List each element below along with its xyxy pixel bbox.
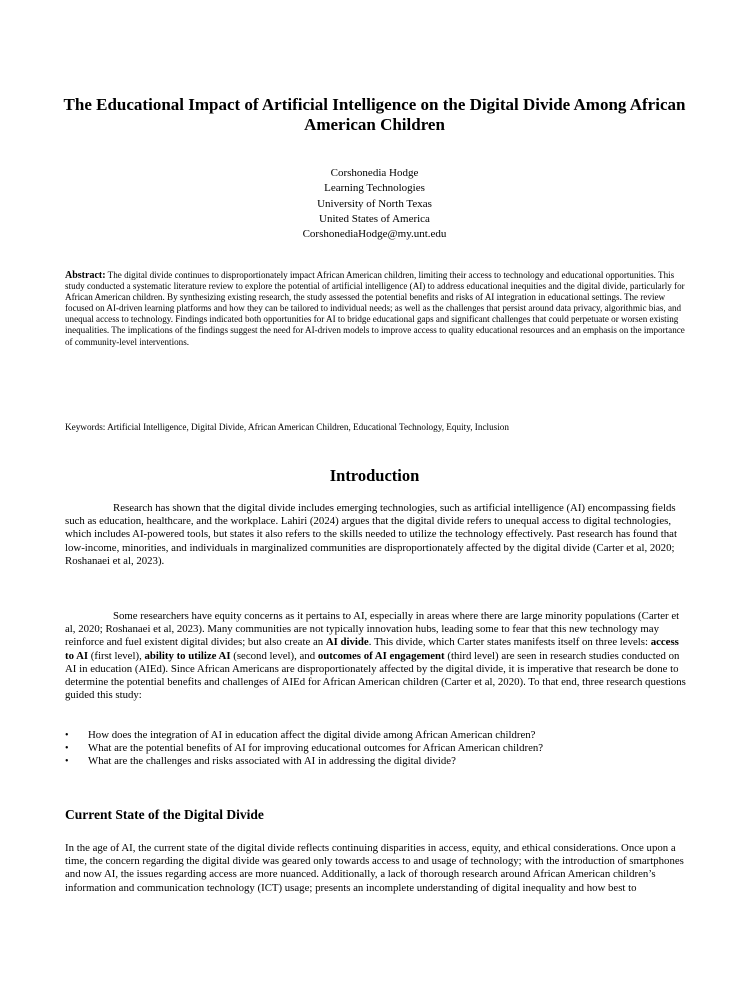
research-questions-list [65,729,687,769]
author-block [0,166,749,242]
author-department: Learning Technologies [324,182,425,195]
intro-p2-text-5: (third level) are seen in research studies conducted on AI in education (AIEd). Since African Americans are disproportionately affected by the digital divide, it is imperative that research be done to determine the potential benefits and challenges of AIEd for African American children (Carter et al, 2020). To that end, three research questions guided this study: [65,649,686,702]
keywords: Keywords: Artificial Intelligence, Digital Divide, African American Children, Educational Technology, Equity, Inclusion [65,422,509,432]
research-question-2: What are the potential benefits of AI for improving educational outcomes for African American children? [88,742,544,755]
list-item [65,742,687,755]
bullet-icon: • [65,730,69,741]
list-item [65,755,687,768]
research-question-3: What are the challenges and risks associated with AI in addressing the digital divide? [88,755,456,768]
intro-paragraph-1 [65,502,687,568]
research-question-1: How does the integration of AI in education affect the digital divide among African American children? [88,729,536,741]
bullet-icon: • [65,743,69,755]
current-state-paragraph-1: In the age of AI, the current state of the digital divide reflects continuing disparities in access, equity, and ethical considerations. Once upon a time, the concern regarding the digital divide was geared only towards access to and usage of technology; with the introduction of smartphones and now AI, the issues regarding access are more nuanced. Additionally, a lack of thorough research around African American children’s information and communication technology (ICT) usage; presents an incomplete understanding of digital inequality and how best to [65,842,684,894]
section-heading-current-state: Current State of the Digital Divide [65,807,264,822]
term-outcomes-of-ai-engagement: outcomes of AI engagement [317,649,445,662]
author-institution: University of North Texas [317,197,432,210]
list-item [65,729,687,742]
paper-title: The Educational Impact of Artificial Intelligence on the Digital Divide Among African American Children [63,95,686,134]
intro-paragraph-2 [65,610,687,702]
intro-paragraph-1-text: Research has shown that the digital divide includes emerging technologies, such as artificial intelligence (AI) encompassing fields such as education, healthcare, and the workplace. Lahiri (2024) argues that the digital divide refers to unequal access to digital technologies, which includes AI-powered tools, but states it also refers to the skills needed to utilize the technology effectively. Past research has found that low-income, minorities, and individuals in marginalized communities are disproportionately affected by the digital divide (Carter et al, 2020; Roshanaei et al, 2023). [65,502,677,567]
intro-p2-text-1: Some researchers have equity concerns as it pertains to AI, especially in areas where there are large minority populations (Carter et al, 2020; Roshanaei et al, 2023). Many communities are not typically innovation hubs, leading some to fear that this new technology may reinforce and fuel existent digital divides; but also create an [65,610,680,649]
abstract-label: Abstract: [65,270,106,281]
intro-p2-text-2: . This divide, which Carter states manifests itself on three levels: [368,636,651,649]
abstract [65,270,687,348]
author-country: United States of America [319,212,430,225]
abstract-text: The digital divide continues to disproportionately impact African American children, limiting their access to technology and educational opportunities. This study conducted a systematic literature review to explore the potential of artificial intelligence (AI) to address educational inequities and the digital divide, particularly for African American children. By synthesizing existing research, the study assessed the potential benefits and risks of AI integration in educational settings. The review focused on AI-driven learning platforms and how they can be tailored to individual needs; as well as the challenges that persist around data privacy, algorithmic bias, and unequal access to technology. Findings indicated both opportunities for AI to bridge educational gaps and significant challenges that could perpetuate or worsen existing inequalities. The implications of the findings suggest the need for AI-driven models to improve access to quality educational resources and an emphasis on the importance of community-level interventions. [65,270,685,347]
term-ability-to-utilize-ai: ability to utilize AI [144,649,231,662]
bullet-icon: • [65,756,69,768]
section-heading-introduction: Introduction [329,466,420,485]
intro-p2-text-3: (first level), [88,649,145,662]
intro-p2-text-4: (second level), and [230,649,318,662]
term-access-to-ai: access to AI [65,636,679,662]
author-name: Corshonedia Hodge [330,167,419,179]
term-ai-divide: AI divide [325,636,369,649]
author-email: CorshonediaHodge@my.unt.edu [302,228,447,241]
